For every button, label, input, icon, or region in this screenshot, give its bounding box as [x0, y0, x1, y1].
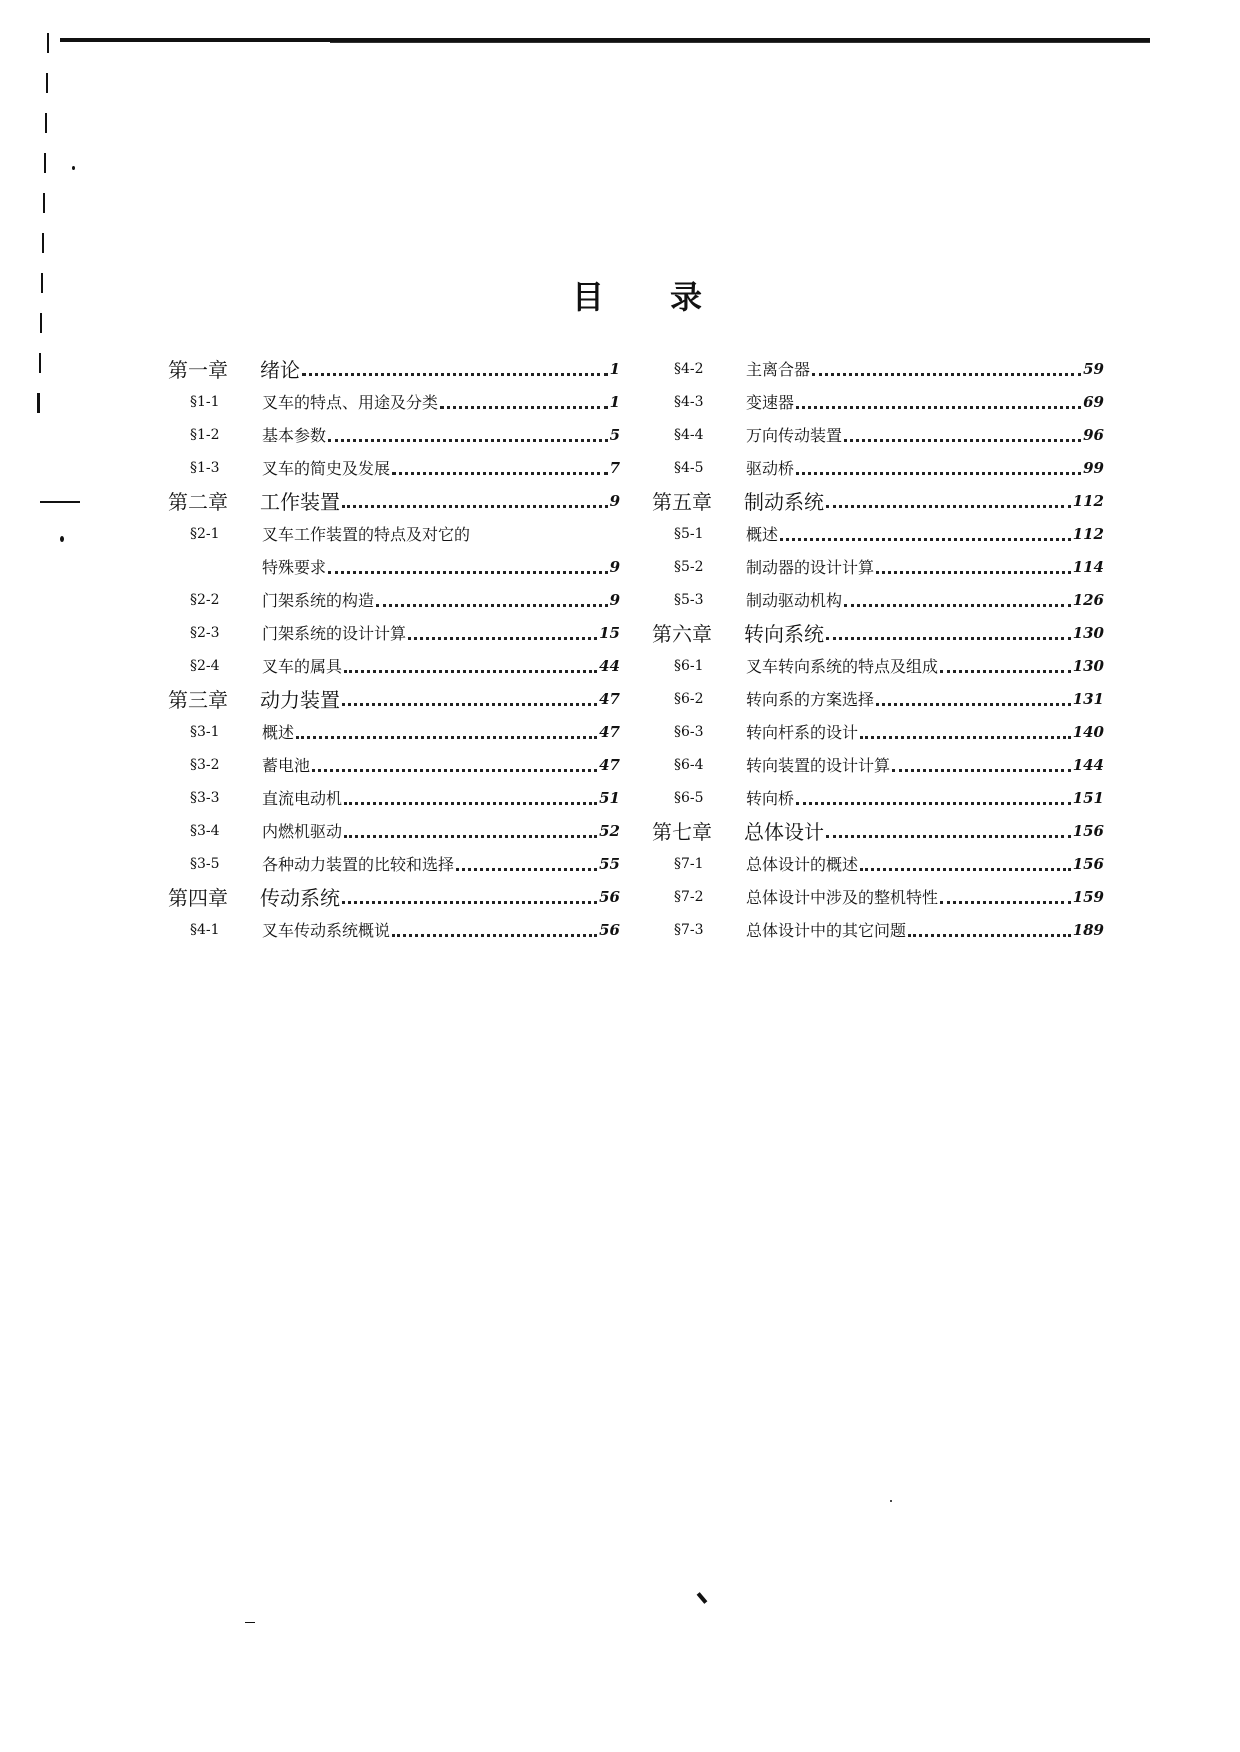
- entry-title: 概述: [746, 525, 779, 544]
- toc-entry[interactable]: [652, 682, 1104, 715]
- toc-entry[interactable]: [652, 814, 1104, 847]
- entry-title: 叉车的简史及发展: [262, 459, 391, 478]
- entry-page: 130: [1072, 623, 1104, 642]
- toc-entry[interactable]: [652, 880, 1104, 913]
- entry-label: §4-2: [674, 360, 704, 377]
- entry-title: 总体设计: [744, 820, 824, 844]
- scan-speck: [60, 536, 64, 542]
- entry-title: 各种动力装置的比较和选择: [262, 855, 455, 874]
- entry-label: §6-4: [674, 756, 704, 773]
- toc-entry[interactable]: [652, 550, 1104, 583]
- toc-entry[interactable]: [652, 748, 1104, 781]
- toc-entry[interactable]: [168, 781, 620, 814]
- entry-title: 内燃机驱动: [262, 822, 343, 841]
- toc-entry[interactable]: [168, 451, 620, 484]
- entry-title: 直流电动机: [262, 789, 343, 808]
- entry-label: §4-4: [674, 426, 704, 443]
- toc-entry[interactable]: [168, 847, 620, 880]
- toc-entry[interactable]: [652, 649, 1104, 682]
- dot-leader: [302, 357, 608, 376]
- entry-title: 门架系统的设计计算: [262, 624, 407, 643]
- entry-title: 叉车的特点、用途及分类: [262, 393, 439, 412]
- entry-page: 15: [599, 623, 620, 642]
- entry-title: 万向传动装置: [746, 426, 843, 445]
- entry-label: §4-5: [674, 459, 704, 476]
- dot-leader: [812, 357, 1081, 376]
- entry-page: 47: [599, 755, 620, 774]
- entry-page: 51: [599, 788, 620, 807]
- title-char: 录: [670, 278, 703, 316]
- dot-leader: [796, 786, 1071, 805]
- toc-entry[interactable]: [652, 352, 1104, 385]
- entry-page: 189: [1072, 920, 1104, 939]
- toc-entry[interactable]: [652, 385, 1104, 418]
- entry-page: 99: [1083, 458, 1104, 477]
- entry-label: §7-3: [674, 921, 704, 938]
- toc-entry[interactable]: [168, 385, 620, 418]
- entry-label: 第四章: [168, 886, 228, 910]
- binding-mark: [37, 393, 40, 413]
- binding-mark: [47, 33, 49, 53]
- entry-page: 9: [609, 590, 620, 609]
- entry-label: §3-4: [190, 822, 220, 839]
- entry-title: 工作装置: [260, 490, 340, 514]
- entry-title: 制动器的设计计算: [746, 558, 875, 577]
- entry-title: 传动系统: [260, 886, 340, 910]
- dot-leader: [408, 621, 597, 640]
- entry-title: 门架系统的构造: [262, 591, 375, 610]
- binding-mark: [45, 113, 47, 133]
- entry-title: 叉车工作装置的特点及对它的: [262, 525, 471, 544]
- entry-page: 56: [599, 920, 620, 939]
- toc-entry[interactable]: [168, 517, 620, 550]
- toc-entry[interactable]: [652, 451, 1104, 484]
- entry-page: 9: [609, 491, 620, 510]
- entry-title: 总体设计中的其它问题: [746, 921, 907, 940]
- scan-speck: [890, 1500, 892, 1502]
- dot-leader: [342, 687, 597, 706]
- entry-label: 第一章: [168, 358, 228, 382]
- entry-title: 基本参数: [262, 426, 327, 445]
- dot-leader: [796, 390, 1081, 409]
- entry-label: §3-2: [190, 756, 220, 773]
- dot-leader: [342, 885, 597, 904]
- title-char: 目: [572, 278, 605, 316]
- toc-entry-continuation[interactable]: [168, 550, 620, 583]
- entry-label: §3-1: [190, 723, 220, 740]
- dot-leader: [344, 819, 597, 838]
- entry-page: 112: [1072, 491, 1104, 510]
- entry-page: 47: [599, 689, 620, 708]
- binding-mark: [46, 73, 48, 93]
- entry-page: 159: [1072, 887, 1104, 906]
- entry-label: §1-3: [190, 459, 220, 476]
- dot-leader: [940, 654, 1071, 673]
- dot-leader: [328, 555, 608, 574]
- entry-page: 44: [599, 656, 620, 675]
- page-title: [572, 272, 702, 318]
- dot-leader: [296, 720, 597, 739]
- dot-leader: [826, 621, 1071, 640]
- entry-page: 140: [1072, 722, 1104, 741]
- entry-page: 144: [1072, 755, 1104, 774]
- entry-label: 第五章: [652, 490, 712, 514]
- entry-page: 69: [1083, 392, 1104, 411]
- entry-title: 绪论: [260, 358, 300, 382]
- entry-page: 126: [1072, 590, 1104, 609]
- entry-title: 动力装置: [260, 688, 340, 712]
- dot-leader: [860, 720, 1071, 739]
- entry-page: 59: [1083, 359, 1104, 378]
- entry-title: 总体设计中涉及的整机特性: [746, 888, 939, 907]
- entry-page: 96: [1083, 425, 1104, 444]
- entry-page: 114: [1072, 557, 1104, 576]
- entry-title: 转向系统: [744, 622, 824, 646]
- entry-label: §3-3: [190, 789, 220, 806]
- entry-label: §2-4: [190, 657, 220, 674]
- entry-label: 第三章: [168, 688, 228, 712]
- entry-label: 第七章: [652, 820, 712, 844]
- entry-title: 叉车的属具: [262, 657, 343, 676]
- entry-label: 第六章: [652, 622, 712, 646]
- binding-mark: [40, 313, 42, 333]
- entry-label: §6-5: [674, 789, 704, 806]
- toc-right-column: [652, 352, 1104, 946]
- dot-leader: [876, 687, 1071, 706]
- toc-entry[interactable]: [652, 517, 1104, 550]
- scan-speck: [72, 166, 75, 170]
- entry-label: §4-3: [674, 393, 704, 410]
- dot-leader: [892, 753, 1071, 772]
- entry-page: 56: [599, 887, 620, 906]
- dot-leader: [328, 423, 608, 442]
- entry-title: 转向装置的设计计算: [746, 756, 891, 775]
- entry-title: 概述: [262, 723, 295, 742]
- dot-leader: [826, 489, 1071, 508]
- entry-label: §7-2: [674, 888, 704, 905]
- entry-title: 驱动桥: [746, 459, 795, 478]
- binding-mark: [39, 353, 41, 373]
- entry-page: 151: [1072, 788, 1104, 807]
- entry-title: 特殊要求: [262, 558, 327, 577]
- scan-speck: [40, 501, 80, 503]
- entry-label: 第二章: [168, 490, 228, 514]
- dot-leader: [844, 588, 1071, 607]
- toc-entry[interactable]: [168, 715, 620, 748]
- entry-title: 叉车转向系统的特点及组成: [746, 657, 939, 676]
- entry-label: §5-2: [674, 558, 704, 575]
- toc-entry[interactable]: [652, 913, 1104, 946]
- entry-label: §6-3: [674, 723, 704, 740]
- entry-page: 130: [1072, 656, 1104, 675]
- dot-leader: [312, 753, 597, 772]
- toc-entry[interactable]: [168, 418, 620, 451]
- entry-label: §1-2: [190, 426, 220, 443]
- entry-label: §5-3: [674, 591, 704, 608]
- entry-title: 总体设计的概述: [746, 855, 859, 874]
- entry-label: §7-1: [674, 855, 704, 872]
- toc-entry[interactable]: [652, 484, 1104, 517]
- toc-entry[interactable]: [652, 616, 1104, 649]
- toc-entry[interactable]: [652, 418, 1104, 451]
- entry-title: 制动驱动机构: [746, 591, 843, 610]
- top-border-rule-shadow: [330, 42, 1150, 43]
- entry-label: §2-3: [190, 624, 220, 641]
- toc-entry[interactable]: [168, 880, 620, 913]
- entry-title: 蓄电池: [262, 756, 311, 775]
- toc-entry[interactable]: [168, 583, 620, 616]
- entry-title: 转向系的方案选择: [746, 690, 875, 709]
- toc-entry[interactable]: [168, 913, 620, 946]
- dot-leader: [344, 786, 597, 805]
- toc-entry[interactable]: [168, 484, 620, 517]
- entry-page: 131: [1072, 689, 1104, 708]
- dot-leader: [876, 555, 1071, 574]
- entry-title: 变速器: [746, 393, 795, 412]
- entry-title: 叉车传动系统概说: [262, 921, 391, 940]
- toc-entry[interactable]: [168, 814, 620, 847]
- entry-label: §5-1: [674, 525, 704, 542]
- dot-leader: [344, 654, 597, 673]
- entry-page: 7: [609, 458, 620, 477]
- toc-entry[interactable]: [168, 649, 620, 682]
- entry-page: 1: [609, 392, 620, 411]
- dot-leader: [472, 524, 608, 540]
- entry-page: 9: [609, 557, 620, 576]
- entry-label: §2-1: [190, 525, 220, 542]
- entry-page: 1: [609, 359, 620, 378]
- entry-page: 5: [609, 425, 620, 444]
- entry-title: 主离合器: [746, 360, 811, 379]
- dot-leader: [440, 390, 608, 409]
- entry-label: §4-1: [190, 921, 220, 938]
- dot-leader: [796, 456, 1081, 475]
- dot-leader: [376, 588, 608, 607]
- binding-mark: [41, 273, 43, 293]
- entry-title: 转向桥: [746, 789, 795, 808]
- scan-speck: [245, 1622, 255, 1623]
- entry-page: 52: [599, 821, 620, 840]
- toc-entry[interactable]: [652, 583, 1104, 616]
- dot-leader: [860, 852, 1071, 871]
- toc-entry[interactable]: [168, 352, 620, 385]
- toc-entry[interactable]: [168, 616, 620, 649]
- entry-label: §3-5: [190, 855, 220, 872]
- entry-label: §6-2: [674, 690, 704, 707]
- dot-leader: [392, 918, 597, 937]
- toc-entry[interactable]: [652, 781, 1104, 814]
- toc-entry[interactable]: [168, 748, 620, 781]
- entry-title: 制动系统: [744, 490, 824, 514]
- dot-leader: [826, 819, 1071, 838]
- entry-title: 转向杆系的设计: [746, 723, 859, 742]
- entry-page: 55: [599, 854, 620, 873]
- binding-mark: [44, 153, 46, 173]
- toc-entry[interactable]: [168, 682, 620, 715]
- toc-left-column: [168, 352, 620, 946]
- dot-leader: [940, 885, 1071, 904]
- entry-page: 156: [1072, 854, 1104, 873]
- entry-label: §6-1: [674, 657, 704, 674]
- entry-page: 112: [1072, 524, 1104, 543]
- entry-page: 47: [599, 722, 620, 741]
- entry-page: 156: [1072, 821, 1104, 840]
- dot-leader: [342, 489, 608, 508]
- entry-label: §1-1: [190, 393, 220, 410]
- scan-speck: [697, 1592, 708, 1604]
- dot-leader: [780, 522, 1071, 541]
- binding-mark: [42, 233, 44, 253]
- dot-leader: [392, 456, 608, 475]
- entry-label: §2-2: [190, 591, 220, 608]
- dot-leader: [456, 852, 597, 871]
- toc-entry[interactable]: [652, 715, 1104, 748]
- dot-leader: [908, 918, 1071, 937]
- binding-mark: [43, 193, 45, 213]
- dot-leader: [844, 423, 1081, 442]
- toc-entry[interactable]: [652, 847, 1104, 880]
